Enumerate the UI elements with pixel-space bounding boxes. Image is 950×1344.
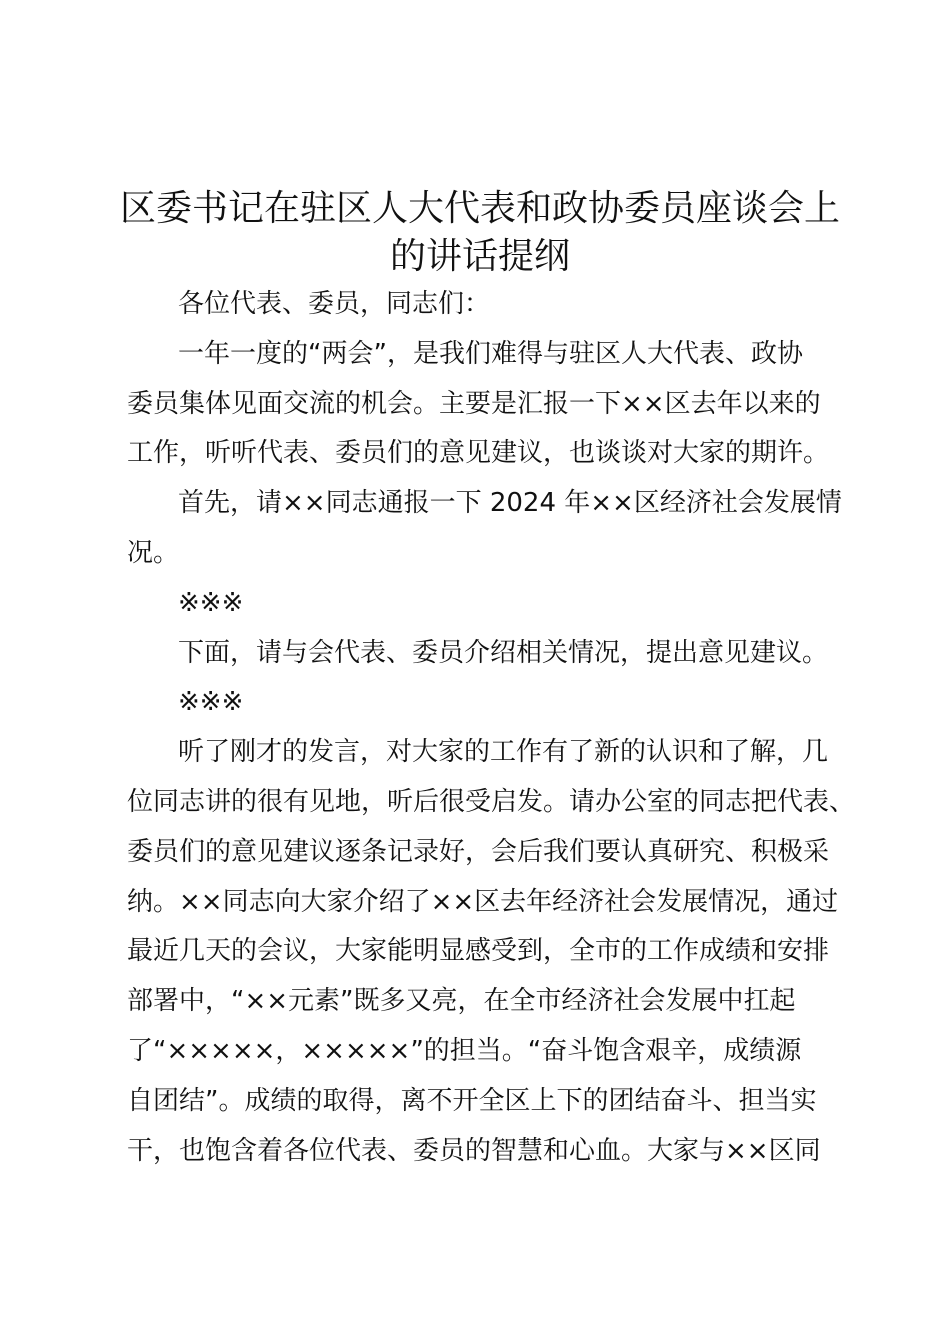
document-title-line-1: 区委书记在驻区人大代表和政协委员座谈会上 bbox=[119, 188, 840, 229]
section-separator: ※※※ bbox=[178, 588, 244, 618]
paragraph-line: 了“×××××，×××××”的担当。“奋斗饱含艰辛，成绩源 bbox=[127, 1036, 802, 1066]
paragraph-line: 纳。××同志向大家介绍了××区去年经济社会发展情况，通过 bbox=[127, 887, 839, 917]
paragraph-line: 况。 bbox=[127, 538, 180, 568]
paragraph-line: 委员集体见面交流的机会。主要是汇报一下××区去年以来的 bbox=[127, 389, 821, 419]
salutation: 各位代表、委员，同志们： bbox=[178, 289, 491, 319]
paragraph-line: 部署中，“××元素”既多又亮，在全市经济社会发展中扛起 bbox=[127, 986, 796, 1016]
paragraph-line: 自团结”。成绩的取得，离不开全区上下的团结奋斗、担当实 bbox=[127, 1086, 817, 1116]
paragraph-line: 听了刚才的发言，对大家的工作有了新的认识和了解，几 bbox=[178, 737, 829, 767]
paragraph-line: 委员们的意见建议逐条记录好，会后我们要认真研究、积极采 bbox=[127, 837, 830, 867]
paragraph-line: 干，也饱含着各位代表、委员的智慧和心血。大家与××区同 bbox=[127, 1136, 821, 1166]
paragraph-line: 位同志讲的很有见地，听后很受启发。请办公室的同志把代表、 bbox=[127, 787, 856, 817]
paragraph-line: 工作，听听代表、委员们的意见建议，也谈谈对大家的期许。 bbox=[127, 438, 830, 468]
paragraph-line: 首先，请××同志通报一下 2024 年××区经济社会发展情 bbox=[178, 488, 842, 518]
paragraph-line: 一年一度的“两会”，是我们难得与驻区人大代表、政协 bbox=[178, 339, 803, 369]
document-title-line-2: 的讲话提纲 bbox=[389, 236, 570, 277]
paragraph-line: 下面，请与会代表、委员介绍相关情况，提出意见建议。 bbox=[178, 638, 829, 668]
section-separator: ※※※ bbox=[178, 687, 244, 717]
paragraph-line: 最近几天的会议，大家能明显感受到，全市的工作成绩和安排 bbox=[127, 936, 830, 966]
